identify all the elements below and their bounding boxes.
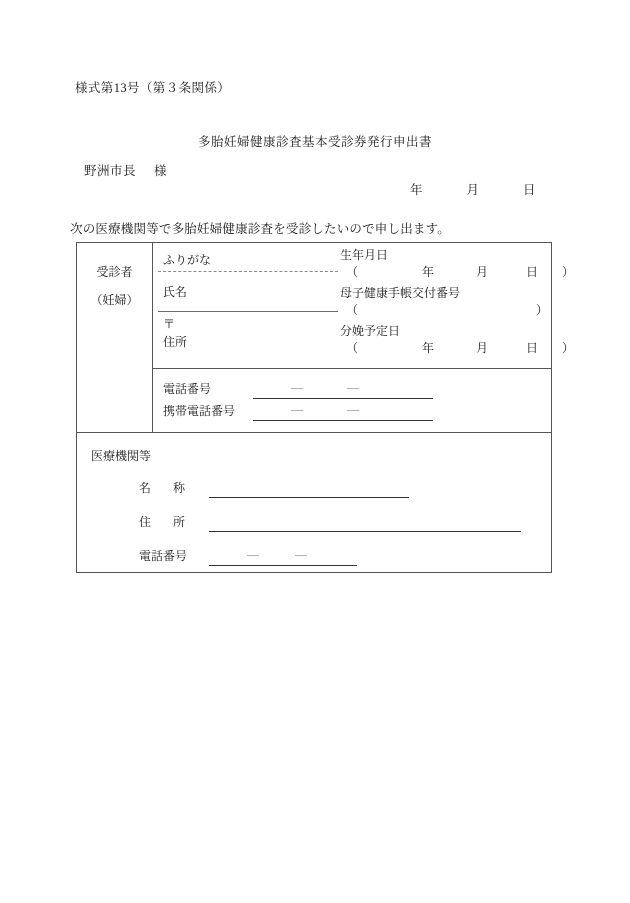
applicant-phone-rows bbox=[153, 368, 551, 432]
address-label: 住所 bbox=[163, 335, 188, 349]
institution-name-label-part2: 称 bbox=[173, 481, 186, 495]
applicant-phone-dash-1: — bbox=[291, 380, 303, 394]
birth-date-day-label: 日 bbox=[526, 265, 539, 279]
due-date-field bbox=[340, 322, 575, 356]
applicant-phone-input-line[interactable] bbox=[253, 398, 433, 399]
birth-date-year-label: 年 bbox=[422, 265, 435, 279]
name-label: 氏名 bbox=[163, 285, 188, 299]
institution-address-label-part1: 住 bbox=[139, 515, 152, 529]
applicant-mobile-dash-1: — bbox=[291, 402, 303, 416]
applicant-label-line1: 受診者 bbox=[96, 265, 133, 279]
document-title: 多胎妊婦健康診査基本受診券発行申出書 bbox=[197, 135, 432, 149]
institution-phone-dash-2: — bbox=[295, 547, 307, 561]
mch-paren-open: （ bbox=[346, 303, 359, 317]
intro-sentence: 次の医療機関等で多胎妊婦健康診査を受診したいので申し出ます。 bbox=[70, 222, 451, 236]
form-table bbox=[76, 242, 575, 573]
furigana-input-line[interactable] bbox=[158, 271, 338, 272]
applicant-mobile-input-line[interactable] bbox=[253, 420, 433, 421]
institution-name-input-line[interactable] bbox=[209, 497, 409, 498]
institution-name-label bbox=[139, 479, 185, 496]
name-input-line[interactable] bbox=[158, 311, 338, 312]
birth-date-field bbox=[340, 246, 575, 280]
institution-address-input-line[interactable] bbox=[209, 531, 521, 532]
institution-phone-label: 電話番号 bbox=[139, 549, 188, 563]
mch-paren-close: ） bbox=[536, 303, 549, 317]
date-year-label: 年 bbox=[410, 183, 423, 197]
applicant-label-line2: （妊婦） bbox=[90, 293, 139, 307]
mch-handbook-label: 母子健康手帳交付番号 bbox=[340, 286, 461, 300]
due-date-month-label: 月 bbox=[476, 341, 489, 355]
applicant-fields bbox=[153, 243, 575, 432]
postal-code-mark: 〒 bbox=[163, 317, 176, 331]
mch-handbook-field bbox=[340, 284, 547, 318]
due-date-label: 分娩予定日 bbox=[340, 324, 401, 338]
birth-date-paren-close: ） bbox=[562, 265, 575, 279]
institution-name-label-part1: 名 bbox=[139, 481, 152, 495]
applicant-mobile-label: 携帯電話番号 bbox=[163, 404, 236, 418]
institution-address-label-part2: 所 bbox=[173, 515, 186, 529]
addressee-name: 野洲市長 bbox=[84, 164, 137, 178]
applicant-section bbox=[77, 243, 575, 433]
institution-phone-dash-1: — bbox=[247, 547, 259, 561]
birth-date-label: 生年月日 bbox=[340, 248, 389, 262]
applicant-section-label bbox=[77, 243, 153, 432]
furigana-label: ふりがな bbox=[163, 253, 212, 267]
applicant-details-column bbox=[338, 243, 575, 368]
due-date-paren-open: （ bbox=[346, 341, 359, 355]
addressee-line bbox=[84, 161, 167, 179]
institution-phone-input-line[interactable] bbox=[209, 565, 357, 566]
birth-date-inputs[interactable] bbox=[340, 263, 575, 280]
institution-section bbox=[77, 433, 551, 572]
due-date-day-label: 日 bbox=[526, 341, 539, 355]
date-month-label: 月 bbox=[466, 183, 480, 197]
applicant-phone-label: 電話番号 bbox=[163, 382, 212, 396]
due-date-paren-close: ） bbox=[562, 341, 575, 355]
birth-date-month-label: 月 bbox=[476, 265, 489, 279]
submission-date-line bbox=[410, 180, 536, 198]
due-date-year-label: 年 bbox=[422, 341, 435, 355]
institution-address-label bbox=[139, 513, 185, 530]
date-day-label: 日 bbox=[523, 183, 536, 197]
birth-date-paren-open: （ bbox=[346, 265, 359, 279]
addressee-honorific: 様 bbox=[154, 164, 168, 178]
mch-handbook-input[interactable] bbox=[340, 301, 547, 318]
due-date-inputs[interactable] bbox=[340, 339, 575, 356]
applicant-phone-dash-2: — bbox=[347, 380, 359, 394]
applicant-mobile-dash-2: — bbox=[347, 402, 359, 416]
applicant-identity-column bbox=[153, 243, 338, 368]
form-number: 様式第13号（第３条関係） bbox=[75, 81, 231, 95]
institution-section-title: 医療機関等 bbox=[91, 449, 152, 463]
